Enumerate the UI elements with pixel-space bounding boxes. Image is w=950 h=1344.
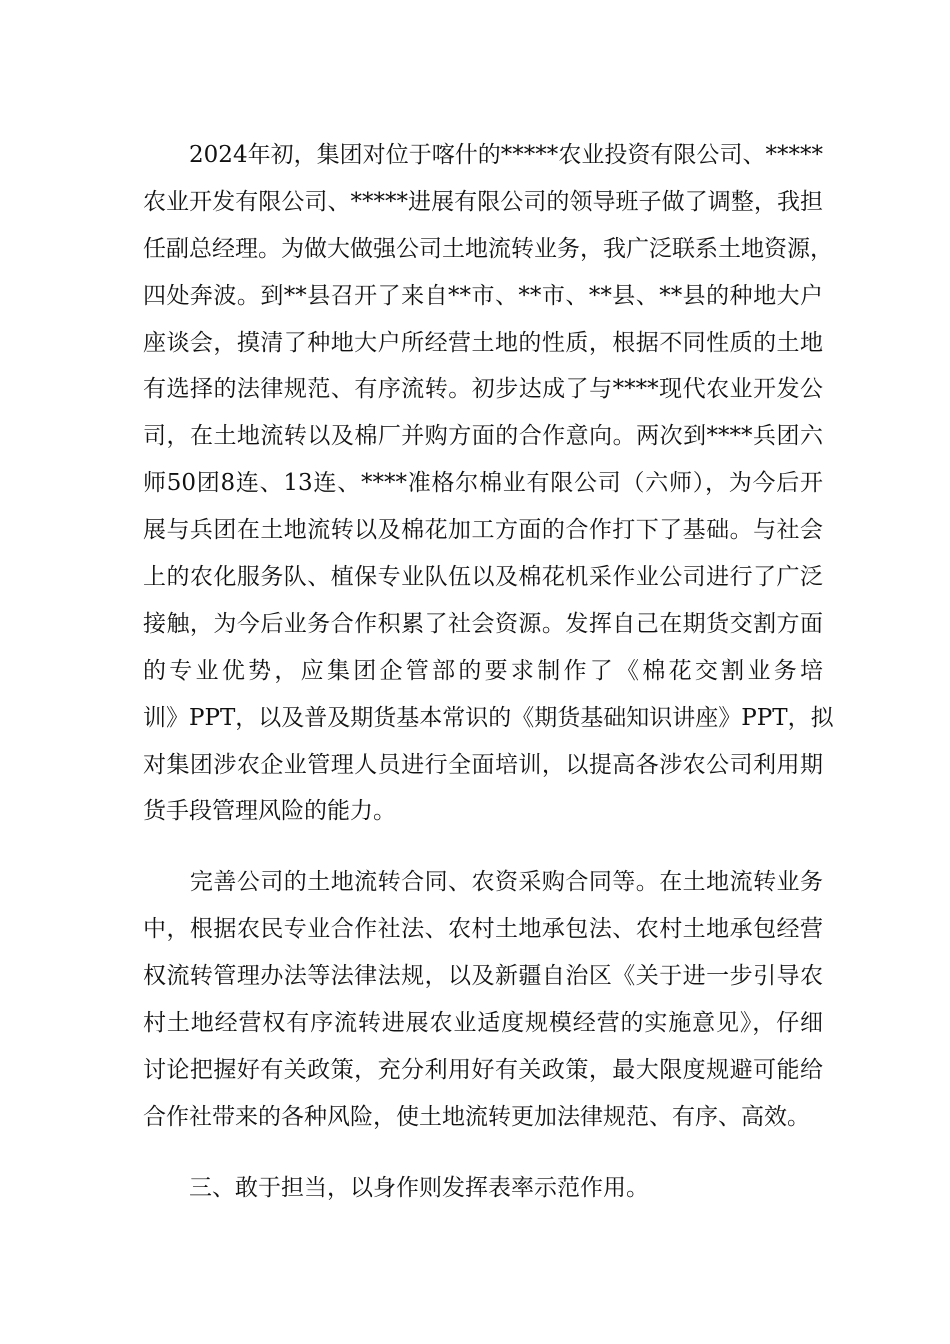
paragraph-line: 训》PPT，以及普及期货基本常识的《期货基础知识讲座》PPT，拟	[143, 704, 834, 731]
paragraph-line: 四处奔波。到**县召开了来自**市、**市、**县、**县的种地大户	[143, 282, 823, 309]
paragraph-line: 合作社带来的各种风险，使土地流转更加法律规范、有序、高效。	[143, 1103, 810, 1130]
paragraph-line: 2024年初，集团对位于喀什的*****农业投资有限公司、*****	[143, 142, 823, 168]
paragraph-line: 村土地经营权有序流转进展农业适度规模经营的实施意见》，仔细	[143, 1010, 823, 1037]
paragraph-line: 上的农化服务队、植保专业队伍以及棉花机采作业公司进行了广泛	[143, 564, 823, 591]
paragraph-spacer	[143, 1141, 823, 1165]
paragraph-line: 农业开发有限公司、*****进展有限公司的领导班子做了调整，我担	[143, 188, 823, 215]
paragraph-line: 司，在土地流转以及棉厂并购方面的合作意向。两次到****兵团六	[143, 423, 823, 450]
paragraph-line: 接触，为今后业务合作积累了社会资源。发挥自己在期货交割方面	[143, 610, 823, 637]
paragraph-line: 对集团涉农企业管理人员进行全面培训，以提高各涉农公司利用期	[143, 751, 823, 778]
paragraph-land-transfer-work	[143, 132, 834, 835]
paragraph-line: 权流转管理办法等法律法规，以及新疆自治区《关于进一步引导农	[143, 963, 823, 990]
paragraph-line: 的专业优势，应集团企管部的要求制作了《棉花交割业务培	[143, 657, 823, 684]
paragraph-line: 有选择的法律规范、有序流转。初步达成了与****现代农业开发公	[143, 376, 823, 403]
paragraph-line: 师50团8连、13连、****准格尔棉业有限公司（六师），为今后开	[143, 470, 823, 497]
document-body	[143, 132, 834, 1212]
paragraph-contract-improvement	[143, 859, 823, 1140]
paragraph-line: 展与兵团在土地流转以及棉花加工方面的合作打下了基础。与社会	[143, 517, 823, 544]
paragraph-line: 讨论把握好有关政策，充分利用好有关政策，最大限度规避可能给	[143, 1056, 823, 1083]
paragraph-spacer	[143, 835, 823, 859]
section-heading: 三、敢于担当，以身作则发挥表率示范作用。	[143, 1174, 649, 1201]
paragraph-line: 完善公司的土地流转合同、农资采购合同等。在土地流转业务	[143, 869, 823, 896]
paragraph-line: 中，根据农民专业合作社法、农村土地承包法、农村土地承包经营	[143, 916, 823, 943]
paragraph-line: 座谈会，摸清了种地大户所经营土地的性质，根据不同性质的土地	[143, 329, 823, 356]
paragraph-line: 任副总经理。为做大做强公司土地流转业务，我广泛联系土地资源，	[143, 235, 833, 262]
paragraph-line: 货手段管理风险的能力。	[143, 798, 396, 825]
